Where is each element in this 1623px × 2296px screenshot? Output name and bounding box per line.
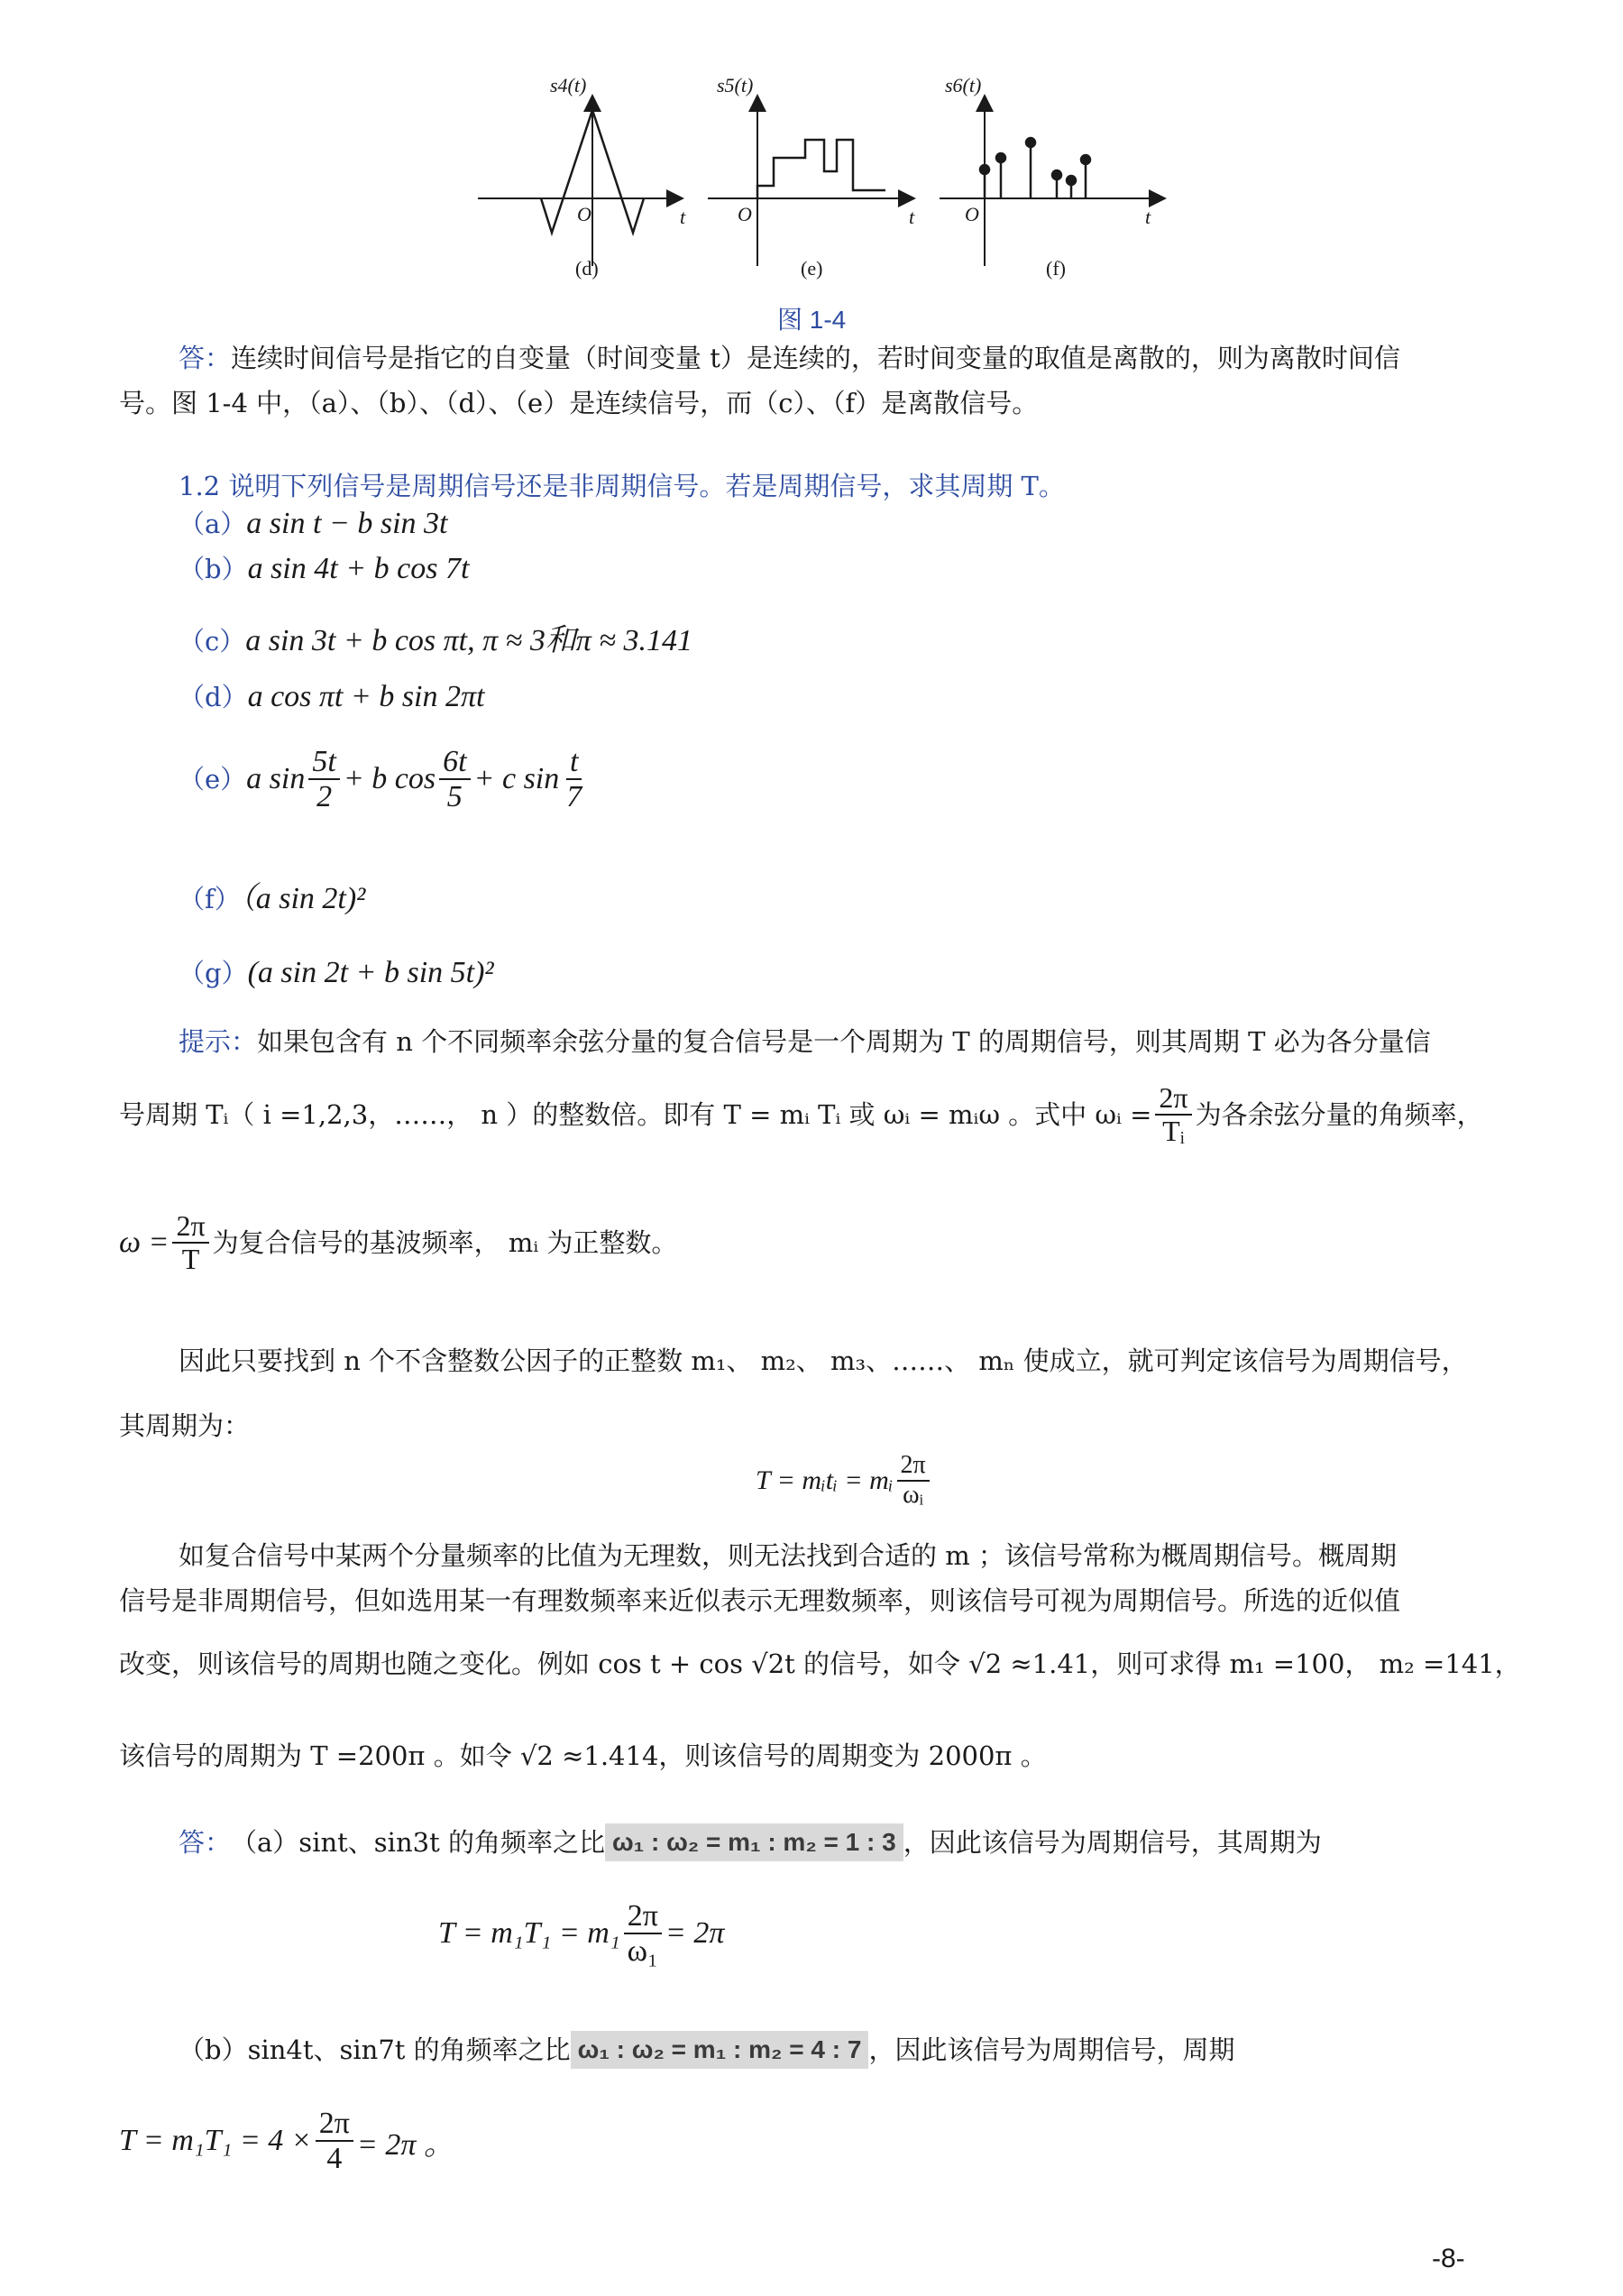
- frac-den: Tᵢ: [1162, 1115, 1185, 1148]
- q12-title: 1.2 说明下列信号是周期信号还是非周期信号。若是周期信号，求其周期 T。: [179, 471, 1065, 501]
- a-formula-pre: T = m₁T₁ = m₁: [438, 1916, 620, 1951]
- answer1-line1: [179, 341, 1400, 375]
- q12-item-e-frac1: [308, 745, 339, 814]
- frac-num: 2π: [897, 1452, 930, 1482]
- answer2-b-text: （b）sin4t、sin7t 的角频率之比: [179, 2034, 571, 2065]
- q12-item-e-part-c: + c sin: [473, 762, 560, 796]
- hint-label: 提示：: [179, 1026, 258, 1057]
- q12-item-b: [179, 552, 469, 586]
- figure-1-4: [451, 72, 1190, 307]
- answer2-a-text: （a）sint、sin3t 的角频率之比: [231, 1827, 605, 1858]
- plot-d-origin: O: [577, 203, 591, 225]
- formula-frac: [897, 1452, 930, 1510]
- q12-item-c-label: （c）: [179, 626, 246, 657]
- hint-text2b: 为各余弦分量的角频率，: [1195, 1099, 1483, 1131]
- frac-den: 4: [326, 2142, 343, 2176]
- hint-line1: [179, 1024, 1431, 1059]
- hint-text3-post: 为复合信号的基波频率， mᵢ 为正整数。: [212, 1227, 678, 1259]
- frac-num: 2π: [1155, 1082, 1191, 1116]
- hint-line5: 其周期为：: [119, 1410, 251, 1441]
- q12-item-c: [179, 615, 692, 659]
- q12-item-f-expr: （a sin 2t)²: [240, 882, 366, 915]
- frac-num: 2π: [172, 1210, 208, 1244]
- q12-item-d-label: （d）: [179, 682, 248, 712]
- frac-num: t: [566, 745, 582, 780]
- q12-item-a: [179, 507, 448, 541]
- q12-item-f: [179, 873, 365, 917]
- frac-num: 6t: [439, 745, 470, 780]
- answer2-b-line: [179, 2031, 1234, 2069]
- answer1-text1: 连续时间信号是指它的自变量（时间变量 t）是连续的，若时间变量的取值是离散的，则为离散时间信: [231, 343, 1400, 373]
- frac-num: 5t: [308, 745, 339, 780]
- hint-frac-base: [172, 1210, 208, 1275]
- plot-e-origin: O: [738, 203, 752, 225]
- plot-d-caption: (d): [575, 257, 599, 280]
- answer2-label: 答：: [179, 1827, 232, 1858]
- q12-item-g: [179, 956, 494, 990]
- hint-period-formula: [756, 1452, 933, 1510]
- q12-item-b-label: （b）: [179, 554, 248, 584]
- hint-frac-omega: [1155, 1082, 1191, 1147]
- q12-item-e-label: （e）: [179, 764, 247, 795]
- q12-item-f-label: （f）: [179, 884, 241, 914]
- b-formula-post: = 2π 。: [356, 2127, 454, 2162]
- a-formula-post: = 2π: [665, 1916, 725, 1951]
- a-formula-frac: [624, 1899, 662, 1969]
- plot-d-ylabel: s4(t): [550, 74, 587, 96]
- q12-item-e-frac2: [439, 745, 470, 814]
- hint-text3-pre: ω =: [119, 1226, 170, 1260]
- frac-den: 7: [566, 780, 582, 814]
- q12-item-d-expr: a cos πt + b sin 2πt: [247, 680, 485, 713]
- hint-p2-line1: 如复合信号中某两个分量频率的比值为无理数，则无法找到合适的 m ；该信号常称为概周期信号。概周期: [179, 1540, 1397, 1571]
- hint-p2-line3: 改变，则该信号的周期也随之变化。例如 cos t + cos √2t 的信号，如令 √2 ≈1.41，则可求得 m₁ =100， m₂ =141，: [119, 1649, 1521, 1679]
- plot-f-origin: O: [965, 203, 979, 225]
- hint-line3: [119, 1210, 677, 1275]
- answer1-label: 答：: [179, 343, 232, 373]
- answer2-b-formula: [119, 2107, 454, 2176]
- figure-title: 图 1-4: [777, 306, 847, 334]
- frac-den: 2: [316, 780, 333, 814]
- answer2-a-line: [179, 1823, 1322, 1861]
- page-number: -8-: [1432, 2244, 1465, 2273]
- hint-line4: 因此只要找到 n 个不含整数公因子的正整数 m₁、 m₂、 m₃、……、 mₙ 使成立，就可判定该信号为周期信号，: [179, 1345, 1468, 1376]
- plot-d-taxis: t: [680, 206, 686, 228]
- hint-line2: [119, 1082, 1483, 1147]
- frac-num: 2π: [624, 1899, 662, 1934]
- q12-item-a-expr: a sin t − b sin 3t: [246, 507, 448, 540]
- frac-den: 5: [446, 780, 463, 814]
- plot-f-caption: (f): [1046, 257, 1066, 280]
- plot-e-ylabel: s5(t): [717, 74, 754, 96]
- b-formula-pre: T = m₁T₁ = 4 ×: [119, 2124, 312, 2158]
- plot-e-waveform: [757, 140, 885, 198]
- b-formula-frac: [316, 2107, 353, 2176]
- q12-item-g-expr: (a sin 2t + b sin 5t)²: [247, 956, 494, 989]
- q12-item-a-label: （a）: [179, 509, 247, 539]
- answer1-line2: 号。图 1-4 中，（a）、（b）、（d）、（e）是连续信号，而（c）、（f）是离散信号。: [119, 388, 1039, 418]
- frac-den: T: [181, 1243, 200, 1276]
- hint-p2-line2: 信号是非周期信号，但如选用某一有理数频率来近似表示无理数频率，则该信号可视为周期信号。所选的近似值: [119, 1585, 1401, 1616]
- hint-text1: 如果包含有 n 个不同频率余弦分量的复合信号是一个周期为 T 的周期信号，则其周期 T 必为各分量信: [257, 1026, 1431, 1057]
- answer2-b-tail: ，因此该信号为周期信号，周期: [868, 2034, 1235, 2065]
- plot-e-taxis: t: [909, 206, 915, 228]
- hint-text2a: 号周期 Tᵢ（ i =1,2,3，……， n ）的整数倍。即有 T = mᵢ Tᵢ 或 ωᵢ = mᵢω 。式中 ωᵢ =: [119, 1099, 1152, 1131]
- plot-e-caption: (e): [801, 257, 823, 280]
- q12-item-e-part-b: + b cos: [343, 762, 436, 796]
- q12-item-e: [179, 745, 589, 814]
- q12-item-e-part-a: a sin: [246, 762, 306, 796]
- q12-item-b-expr: a sin 4t + b cos 7t: [247, 552, 470, 585]
- q12-item-g-label: （g）: [179, 958, 248, 988]
- frac-num: 2π: [316, 2107, 353, 2142]
- plot-f-taxis: t: [1145, 206, 1151, 228]
- answer2-b-ratio: ω₁ : ω₂ = m₁ : m₂ = 4 : 7: [571, 2031, 869, 2069]
- q12-item-e-frac3: [563, 745, 585, 814]
- plot-f-stems: [980, 138, 1090, 198]
- hint-p2-line4: 该信号的周期为 T =200π 。如令 √2 ≈1.414，则该信号的周期变为 2000π 。: [119, 1740, 1047, 1771]
- q12-item-c-expr: a sin 3t + b cos πt, π ≈ 3和π ≈ 3.141: [245, 624, 693, 657]
- formula-pre: T = mᵢtᵢ = mᵢ: [756, 1465, 894, 1495]
- answer2-a-tail: ，因此该信号为周期信号，其周期为: [903, 1827, 1322, 1858]
- answer2-a-formula: [438, 1899, 724, 1969]
- answer2-a-ratio: ω₁ : ω₂ = m₁ : m₂ = 1 : 3: [605, 1823, 903, 1861]
- q12-item-d: [179, 680, 484, 714]
- frac-den: ω₁: [627, 1934, 658, 1969]
- frac-den: ωᵢ: [903, 1480, 924, 1509]
- plot-f-ylabel: s6(t): [945, 74, 982, 96]
